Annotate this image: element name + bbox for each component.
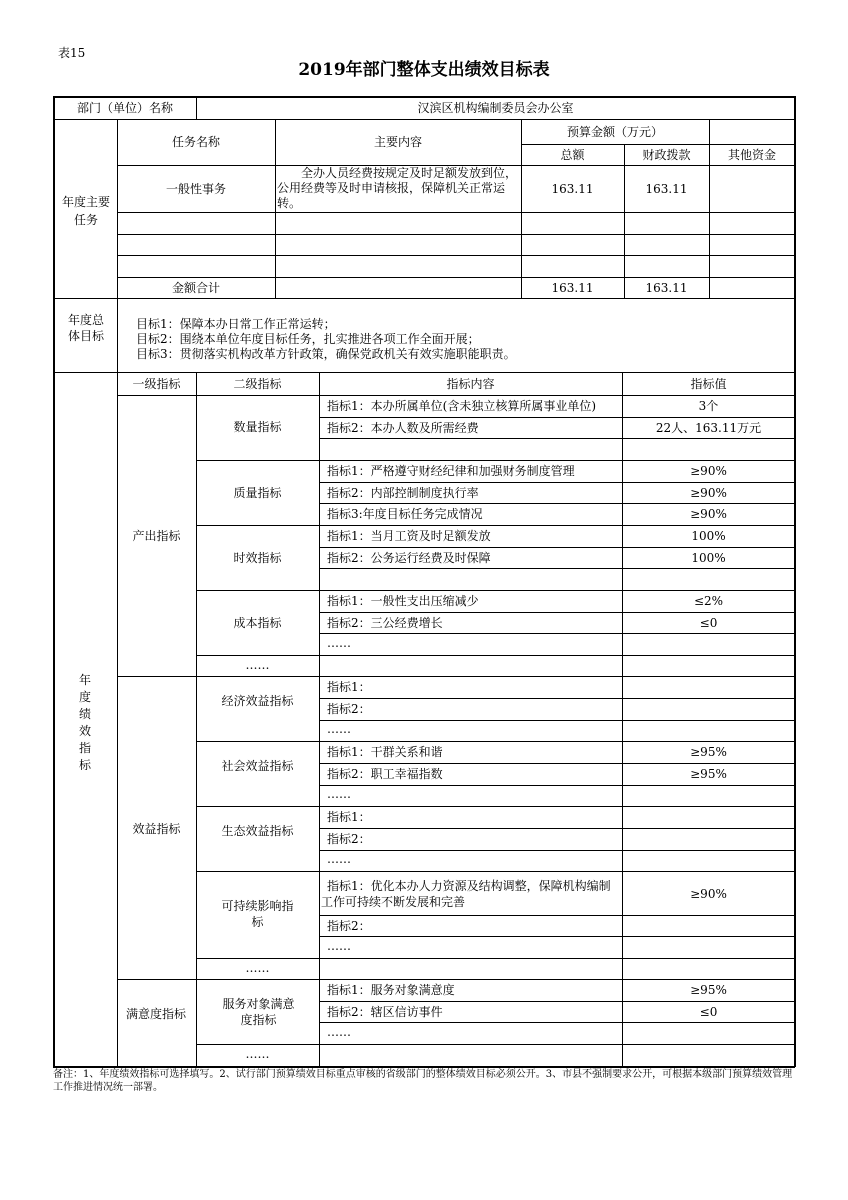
- service-r2: 指标2：辖区信访事件: [327, 1005, 443, 1019]
- cost-v2: ≤0: [699, 616, 718, 630]
- sustainable-r2: 指标2：: [327, 919, 371, 933]
- timeliness-v2: 100%: [691, 551, 726, 565]
- footnote: 备注：1、年度绩效指标可选择填写。2、试行部门预算绩效目标重点审核的省级部门的整体绩效目标必须公开。3、市县不强制要求公开，可根据本级部门预算绩效管理工作推进情况统一部署。: [53, 1069, 793, 1093]
- ecological-indicator-label: 生态效益指标: [221, 824, 294, 838]
- social-r3: ……: [327, 787, 351, 801]
- quantity-v2: 22人、163.11万元: [655, 421, 762, 435]
- ind-col-content: 指标内容: [446, 377, 495, 391]
- tasks-col-fiscal: 财政拨款: [642, 148, 691, 162]
- ind-col-l2: 二级指标: [233, 377, 282, 391]
- social-v2: ≥95%: [690, 767, 727, 781]
- economic-r1: 指标1：: [327, 680, 371, 694]
- quality-r1: 指标1：严格遵守财经纪律和加强财务制度管理: [327, 464, 575, 478]
- tasks-col-other: 其他资金: [727, 148, 776, 162]
- dept-label: 部门（单位）名称: [76, 101, 173, 115]
- benefit-more: ……: [245, 961, 270, 975]
- output-indicators-label: 产出指标: [132, 529, 181, 543]
- tasks-sum-total: 163.11: [551, 281, 594, 295]
- output-more: ……: [245, 658, 270, 672]
- quantity-v1: 3个: [698, 399, 719, 413]
- quantity-r2: 指标2：本办人数及所需经费: [327, 421, 479, 435]
- service-v2: ≤0: [699, 1005, 718, 1019]
- ind-col-l1: 一级指标: [132, 377, 181, 391]
- cost-v1: ≤2%: [693, 594, 724, 608]
- tasks-sum-fiscal: 163.11: [645, 281, 688, 295]
- ecological-r2: 指标2：: [327, 832, 371, 846]
- service-r3: ……: [327, 1025, 351, 1039]
- quality-v2: ≥90%: [690, 486, 727, 500]
- dept-value: 汉滨区机构编制委员会办公室: [417, 101, 574, 115]
- service-indicator-label: 服务对象满意度指标: [222, 997, 295, 1027]
- tasks-sum-label: 金额合计: [171, 281, 220, 295]
- sustainable-indicator-label: 可持续影响指标: [221, 899, 294, 929]
- goal-line-1: 目标1：保障本办日常工作正常运转；: [136, 317, 336, 331]
- goals-section-label: 年度总体目标: [68, 313, 105, 343]
- sustainable-r1: 指标1：优化本办人力资源及结构调整，保障机构编制工作可持续不断发展和完善: [321, 879, 611, 909]
- cost-indicator-label: 成本指标: [233, 616, 282, 630]
- quality-r3: 指标3:年度目标任务完成情况: [327, 507, 483, 521]
- cost-r1: 指标1：一般性支出压缩减少: [327, 594, 479, 608]
- timeliness-r2: 指标2：公务运行经费及时保障: [327, 551, 491, 565]
- social-indicator-label: 社会效益指标: [221, 759, 294, 773]
- indicators-section-label: 年度绩效指标: [78, 673, 91, 772]
- cost-r2: 指标2：三公经费增长: [327, 616, 443, 630]
- quality-r2: 指标2：内部控制制度执行率: [327, 486, 479, 500]
- timeliness-indicator-label: 时效指标: [233, 551, 282, 565]
- table-number: 表15: [58, 46, 86, 60]
- service-r1: 指标1：服务对象满意度: [327, 983, 455, 997]
- tasks-col-task: 任务名称: [171, 135, 220, 149]
- economic-r2: 指标2：: [327, 702, 371, 716]
- task-fiscal: 163.11: [645, 182, 688, 196]
- economic-indicator-label: 经济效益指标: [221, 694, 294, 708]
- economic-r3: ……: [327, 722, 351, 736]
- ind-col-value: 指标值: [690, 377, 727, 391]
- quality-indicator-label: 质量指标: [233, 486, 282, 500]
- tasks-col-content: 主要内容: [373, 135, 422, 149]
- sustainable-v1: ≥90%: [690, 887, 727, 901]
- satisfaction-indicators-label: 满意度指标: [126, 1007, 187, 1021]
- tasks-col-budget: 预算金额（万元）: [566, 125, 663, 139]
- satisfaction-more: ……: [245, 1047, 270, 1061]
- ecological-r1: 指标1：: [327, 810, 371, 824]
- quantity-r1: 指标1：本办所属单位(含未独立核算所属事业单位): [327, 399, 596, 413]
- ecological-r3: ……: [327, 852, 351, 866]
- tasks-section-label: 年度主要任务: [61, 195, 110, 227]
- sustainable-r3: ……: [327, 939, 351, 953]
- quality-v3: ≥90%: [690, 507, 727, 521]
- social-r2: 指标2：职工幸福指数: [327, 767, 443, 781]
- tasks-col-total: 总额: [560, 148, 585, 162]
- page-title: 2019年部门整体支出绩效目标表: [298, 60, 550, 80]
- social-v1: ≥95%: [690, 745, 727, 759]
- goal-line-3: 目标3：贯彻落实机构改革方针政策，确保党政机关有效实施职能职责。: [136, 347, 516, 361]
- benefit-indicators-label: 效益指标: [132, 822, 181, 836]
- goal-line-2: 目标2：围绕本单位年度目标任务，扎实推进各项工作全面开展；: [136, 332, 480, 346]
- task-content: 全办人员经费按规定及时足额发放到位，公用经费等及时申请核报，保障机关正常运转。: [277, 166, 518, 210]
- service-v1: ≥95%: [690, 983, 727, 997]
- cost-r3: ……: [327, 636, 351, 650]
- timeliness-v1: 100%: [691, 529, 726, 543]
- social-r1: 指标1：干群关系和谐: [327, 745, 443, 759]
- task-total: 163.11: [551, 182, 594, 196]
- timeliness-r1: 指标1：当月工资及时足额发放: [327, 529, 491, 543]
- task-name: 一般性事务: [165, 182, 226, 196]
- quality-v1: ≥90%: [690, 464, 727, 478]
- quantity-indicator-label: 数量指标: [233, 420, 282, 434]
